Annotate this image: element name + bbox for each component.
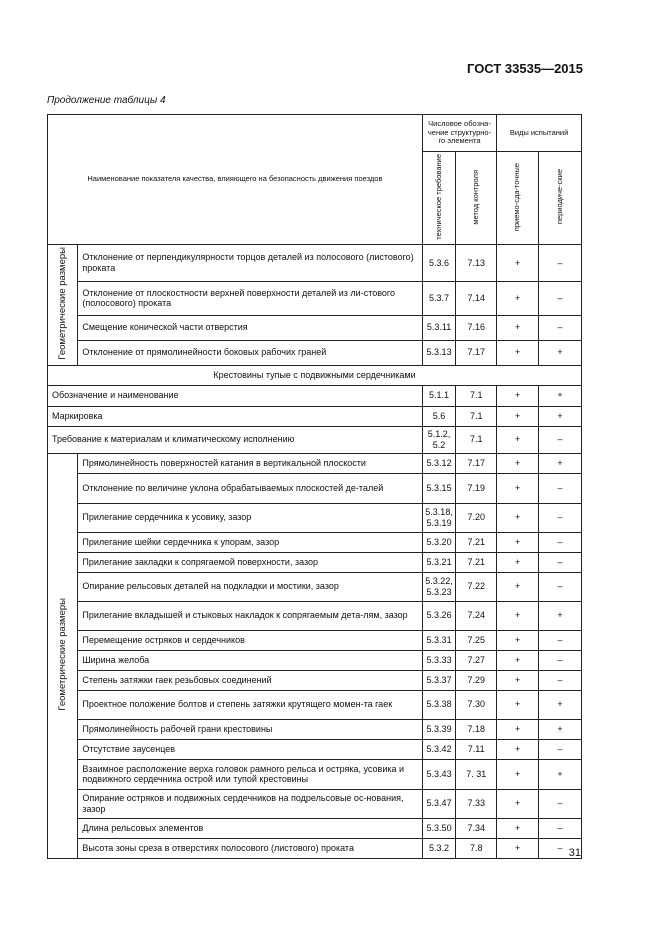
table-row [48,406,582,426]
header-numeric-designation: Числовое обозна-чение структурно-го элемента [422,115,496,152]
tech-requirement: 5.3.12 [422,453,456,473]
section-title: Крестовины тупые с подвижными сердечниками [48,365,582,385]
periodic-mark: + [539,453,582,473]
periodic-mark: + [539,759,582,789]
indicator-name: Отклонение от перпендикулярности торцов деталей из полосового (листового) проката [78,245,422,281]
tech-requirement: 5.3.26 [422,601,456,630]
periodic-mark: – [539,670,582,690]
control-method: 7.19 [456,473,497,503]
tech-requirement: 5.3.22, 5.3.23 [422,572,456,601]
control-method: 7.34 [456,818,497,838]
control-method: 7.14 [456,281,497,315]
indicator-name: Отсутствие заусенцев [78,739,422,759]
tech-requirement: 5.3.37 [422,670,456,690]
acceptance-mark: + [497,630,539,650]
header-periodic-tests: периодиче-ские [539,152,582,245]
indicator-name: Прямолинейность рабочей грани крестовины [78,719,422,739]
indicator-name: Прилегание закладки к сопрягаемой поверхности, зазор [78,552,422,572]
acceptance-mark: + [497,426,539,453]
table-row [48,340,582,365]
periodic-mark: – [539,650,582,670]
header-test-types: Виды испытаний [497,115,582,152]
acceptance-mark: + [497,601,539,630]
tech-requirement: 5.3.21 [422,552,456,572]
tech-requirement: 5.3.2 [422,838,456,858]
indicator-name: Длина рельсовых элементов [78,818,422,838]
section-row [48,365,582,385]
tech-requirement: 5.3.7 [422,281,456,315]
control-method: 7.25 [456,630,497,650]
header-indicator-name: Наименование показателя качества, влияющего на безопасность движения поездов [48,115,423,245]
indicator-name: Перемещение остряков и сердечников [78,630,422,650]
indicator-name: Прямолинейность поверхностей катания в вертикальной плоскости [78,453,422,473]
tech-requirement: 5.3.39 [422,719,456,739]
acceptance-mark: + [497,719,539,739]
page-number: 31 [568,847,581,859]
control-method: 7.33 [456,789,497,818]
periodic-mark: – [539,552,582,572]
periodic-mark: – [539,281,582,315]
header-acceptance-tests: приемо-сда-точные [497,152,539,245]
indicator-name: Отклонение по величине уклона обрабатываемых плоскостей де-талей [78,473,422,503]
table-row [48,690,582,719]
document-code: ГОСТ 33535—2015 [467,61,583,76]
control-method: 7.27 [456,650,497,670]
periodic-mark: + [539,690,582,719]
table-row [48,503,582,532]
indicator-name: Отклонение от прямолинейности боковых рабочих граней [78,340,422,365]
table-row [48,572,582,601]
control-method: 7.22 [456,572,497,601]
table-row [48,759,582,789]
indicator-name: Маркировка [48,406,423,426]
indicator-name: Ширина желоба [78,650,422,670]
tech-requirement: 5.3.13 [422,340,456,365]
table-row [48,630,582,650]
control-method: 7.20 [456,503,497,532]
control-method: 7.16 [456,315,497,340]
acceptance-mark: + [497,789,539,818]
control-method: 7.13 [456,245,497,281]
acceptance-mark: + [497,670,539,690]
tech-requirement: 5.3.11 [422,315,456,340]
indicator-name: Проектное положение болтов и степень затяжки крутящего момен-та гаек [78,690,422,719]
tech-requirement: 5.3.15 [422,473,456,503]
tech-requirement: 5.3.31 [422,630,456,650]
indicator-name: Прилегание вкладышей и стыковых накладок к сопрягаемым дета-лям, зазор [78,601,422,630]
indicator-name: Опирание остряков и подвижных сердечников на подрельсовые ос-нования, зазор [78,789,422,818]
periodic-mark: + [539,719,582,739]
tech-requirement: 5.3.47 [422,789,456,818]
acceptance-mark: + [497,281,539,315]
acceptance-mark: + [497,406,539,426]
tech-requirement: 5.1.1 [422,385,456,406]
periodic-mark: – [539,789,582,818]
indicator-name: Высота зоны среза в отверстиях полосового (листового) проката [78,838,422,858]
control-method: 7.11 [456,739,497,759]
periodic-mark: – [539,245,582,281]
periodic-mark: + [539,340,582,365]
periodic-mark: – [539,630,582,650]
control-method: 7.24 [456,601,497,630]
table-row [48,453,582,473]
control-method: 7.1 [456,406,497,426]
indicator-name: Прилегание сердечника к усовику, зазор [78,503,422,532]
indicator-name: Отклонение от плоскостности верхней поверхности деталей из ли-стового (полосового) проката [78,281,422,315]
acceptance-mark: + [497,315,539,340]
periodic-mark: – [539,426,582,453]
tech-requirement: 5.3.33 [422,650,456,670]
indicator-name: Смещение конической части отверстия [78,315,422,340]
acceptance-mark: + [497,473,539,503]
tech-requirement: 5.3.20 [422,532,456,552]
table-row [48,650,582,670]
table-row [48,281,582,315]
control-method: 7.29 [456,670,497,690]
periodic-mark: – [539,315,582,340]
indicator-name: Обозначение и наименование [48,385,423,406]
indicator-name: Требование к материалам и климатическому исполнению [48,426,423,453]
tech-requirement: 5.3.6 [422,245,456,281]
acceptance-mark: + [497,572,539,601]
periodic-mark: – [539,818,582,838]
tech-requirement: 5.3.50 [422,818,456,838]
acceptance-mark: + [497,532,539,552]
acceptance-mark: + [497,385,539,406]
control-method: 7.8 [456,838,497,858]
acceptance-mark: + [497,650,539,670]
tech-requirement: 5.1.2, 5.2 [422,426,456,453]
control-method: 7. 31 [456,759,497,789]
table-row [48,838,582,858]
tech-requirement: 5.3.42 [422,739,456,759]
periodic-mark: + [539,601,582,630]
group-label: Геометрические размеры [48,453,78,858]
acceptance-mark: + [497,838,539,858]
periodic-mark: – [539,532,582,552]
periodic-mark: – [539,473,582,503]
control-method: 7.1 [456,385,497,406]
header-tech-requirement: техническое требование [422,152,456,245]
tech-requirement: 5.6 [422,406,456,426]
tech-requirement: 5.3.18, 5.3.19 [422,503,456,532]
periodic-mark: + [539,406,582,426]
periodic-mark: – [539,503,582,532]
control-method: 7.17 [456,453,497,473]
table-row [48,601,582,630]
table-row [48,739,582,759]
table-caption: Продолжение таблицы 4 [47,95,166,106]
periodic-mark: – [539,739,582,759]
table-row [48,552,582,572]
table-row [48,532,582,552]
indicator-name: Степень затяжки гаек резьбовых соединений [78,670,422,690]
acceptance-mark: + [497,340,539,365]
acceptance-mark: + [497,690,539,719]
acceptance-mark: + [497,739,539,759]
table-row [48,789,582,818]
control-method: 7.1 [456,426,497,453]
control-method: 7.21 [456,552,497,572]
control-method: 7.18 [456,719,497,739]
table-row [48,719,582,739]
table-row [48,818,582,838]
table-row [48,473,582,503]
quality-table [47,114,582,859]
acceptance-mark: + [497,453,539,473]
control-method: 7.30 [456,690,497,719]
table-row [48,426,582,453]
tech-requirement: 5.3.43 [422,759,456,789]
header-control-method: метод контроля [456,152,497,245]
table-row [48,670,582,690]
acceptance-mark: + [497,759,539,789]
acceptance-mark: + [497,245,539,281]
acceptance-mark: + [497,818,539,838]
periodic-mark: – [539,838,582,858]
indicator-name: Прилегание шейки сердечника к упорам, зазор [78,532,422,552]
periodic-mark: + [539,385,582,406]
acceptance-mark: + [497,552,539,572]
control-method: 7.21 [456,532,497,552]
indicator-name: Опирание рельсовых деталей на подкладки и мостики, зазор [78,572,422,601]
control-method: 7.17 [456,340,497,365]
table-row [48,315,582,340]
table-row [48,245,582,281]
acceptance-mark: + [497,503,539,532]
group-label: Геометрические размеры [48,245,78,365]
indicator-name: Взаимное расположение верха головок рамного рельса и остряка, усовика и подвижного сердечника острой или тупой крестовины [78,759,422,789]
table-row [48,385,582,406]
tech-requirement: 5.3.38 [422,690,456,719]
periodic-mark: – [539,572,582,601]
